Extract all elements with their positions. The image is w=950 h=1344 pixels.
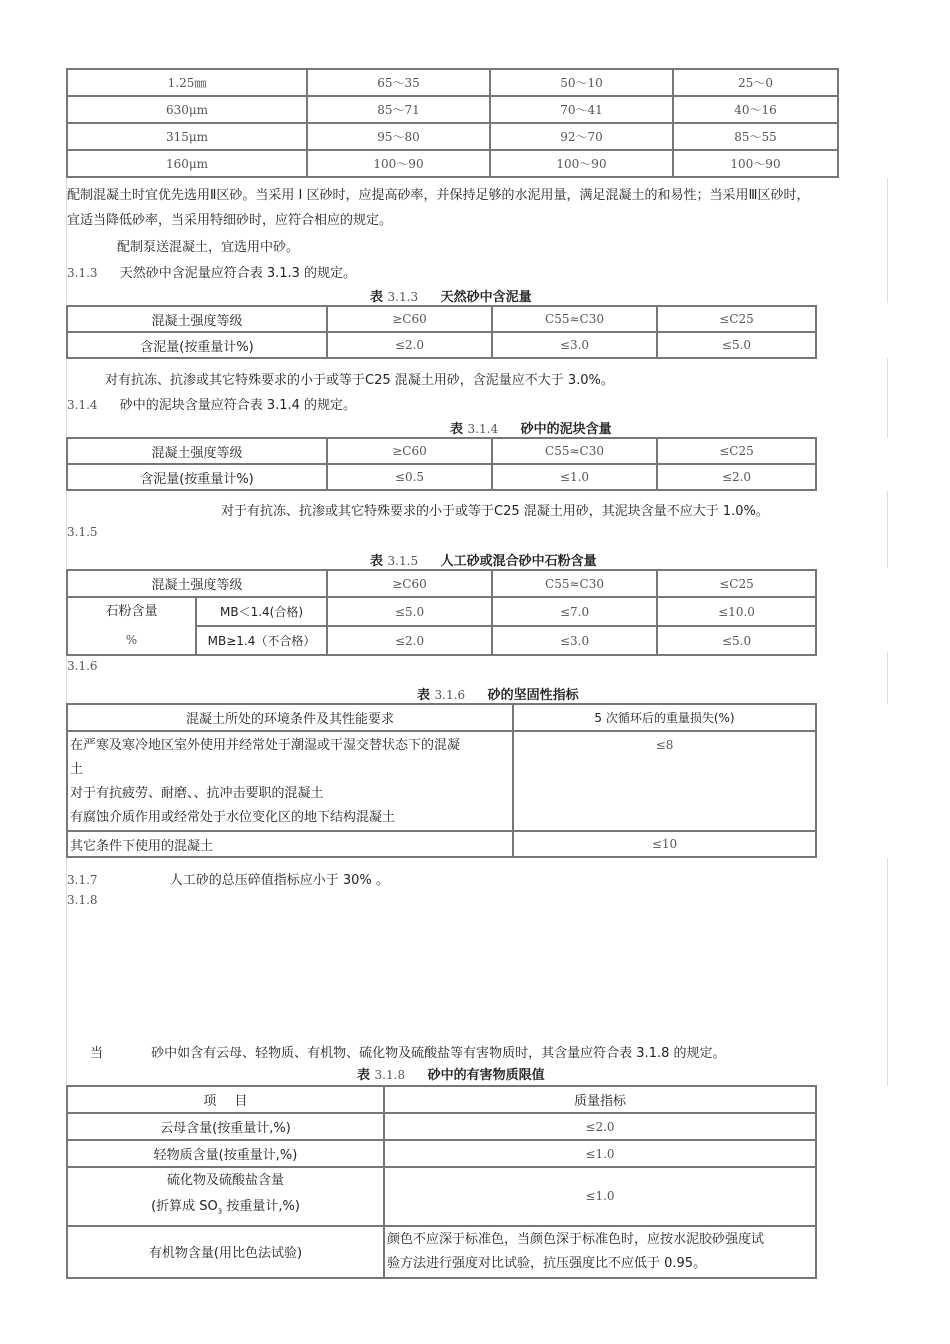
clause-text: 砂中的泥块含量应符合表 3.1.4 的规定。 xyxy=(119,398,357,413)
header-cell: ≥C60 xyxy=(327,306,492,332)
loss-value: ≤8 xyxy=(513,731,816,831)
table-header-row xyxy=(67,704,816,731)
table-row xyxy=(67,1167,816,1226)
clause-text: 天然砂中含泥量应符合表 3.1.3 的规定。 xyxy=(119,266,357,281)
table-number: 3.1.5 xyxy=(387,554,419,568)
item-label: 轻物质含量(按重量计,%) xyxy=(67,1140,384,1167)
table-title-3-1-5 xyxy=(370,550,597,569)
header-cell: 质量指标 xyxy=(384,1086,816,1113)
condition-text: 其它条件下使用的混凝土 xyxy=(67,831,513,857)
clause-text: 人工砂的总压碎值指标应小于 30% 。 xyxy=(169,873,389,888)
sieve-size: 1.25㎜ xyxy=(67,69,307,96)
zone3-value: 25～0 xyxy=(673,69,838,96)
table-title-text: 人工砂或混合砂中石粉含量 xyxy=(440,554,597,569)
clause-3-1-8-number: 3.1.8 xyxy=(67,893,98,907)
clause-3-1-5-number: 3.1.5 xyxy=(67,525,98,539)
clause-3-1-7 xyxy=(67,869,389,888)
table-row xyxy=(67,464,816,490)
table-row xyxy=(67,1113,816,1140)
header-cell: C55≈C30 xyxy=(492,570,657,597)
sulfide-label xyxy=(67,1167,384,1226)
quality-value: ≤1.0 xyxy=(384,1140,816,1167)
row-label: 含泥量(按重量计%) xyxy=(67,332,327,358)
header-cell: C55≈C30 xyxy=(492,438,657,464)
table-cell: ≤5.0 xyxy=(657,626,816,655)
zone3-value: 40～16 xyxy=(673,96,838,123)
quality-value: ≤1.0 xyxy=(384,1167,816,1226)
table-row xyxy=(67,831,816,857)
organic-requirement xyxy=(384,1226,816,1278)
table-cell: ≤5.0 xyxy=(327,597,492,626)
zone3-value: 85～55 xyxy=(673,123,838,150)
table-3-1-3 xyxy=(66,305,817,359)
row-label: 含泥量(按重量计%) xyxy=(67,464,327,490)
table-row xyxy=(67,69,838,96)
table-header-row xyxy=(67,1086,816,1113)
table-cell: ≤7.0 xyxy=(492,597,657,626)
table-cell: ≤1.0 xyxy=(492,464,657,490)
header-cell: 混凝土强度等级 xyxy=(67,306,327,332)
condition-text: 土 xyxy=(70,762,84,777)
table-label: 表 xyxy=(370,290,384,305)
header-cell: ≤C25 xyxy=(657,570,816,597)
zone2-value: 50～10 xyxy=(490,69,673,96)
table-row xyxy=(67,1226,816,1278)
condition-cell xyxy=(67,731,513,831)
item-label: 硫化物及硫酸盐含量 xyxy=(166,1173,284,1188)
quality-value: ≤2.0 xyxy=(384,1113,816,1140)
condition-text: 对于有抗疲劳、耐磨、、抗冲击要职的混凝土 xyxy=(70,786,324,801)
requirement-text: 颜色不应深于标准色，当颜色深于标准色时，应按水泥胶砂强度试 xyxy=(387,1231,765,1247)
table-title-text: 天然砂中含泥量 xyxy=(440,290,532,305)
header-cell: 混凝土强度等级 xyxy=(67,570,327,597)
table-label: 表 xyxy=(357,1068,371,1083)
sieve-size: 160μm xyxy=(67,150,307,177)
table-row xyxy=(67,332,816,358)
header-cell: 混凝土强度等级 xyxy=(67,438,327,464)
group-label: 石粉含量 xyxy=(105,604,158,619)
table-number: 3.1.8 xyxy=(374,1068,406,1082)
paragraph-sand-zone-2: 宜适当降低砂率，当采用特细砂时，应符合相应的规定。 xyxy=(67,213,393,228)
group-unit: % xyxy=(125,633,138,647)
table-label: 表 xyxy=(450,422,464,437)
table-title-3-1-4 xyxy=(450,418,612,437)
paragraph-sand-zone-1: 配制混凝土时宜优先选用Ⅱ区砂。当采用 Ⅰ 区砂时，应提高砂率，并保持足够的水泥用量，满足混凝土的和易性；当采用Ⅲ区砂时， xyxy=(67,188,810,203)
zone2-value: 92～70 xyxy=(490,123,673,150)
header-cell: 混凝土所处的环境条件及其性能要求 xyxy=(67,704,513,731)
clause-number: 3.1.7 xyxy=(67,873,98,887)
text-fragment: (折算成 SO xyxy=(151,1199,218,1214)
table-row xyxy=(67,123,838,150)
paragraph-pump-concrete: 配制泵送混凝土，宜选用中砂。 xyxy=(117,240,300,255)
table-number: 3.1.3 xyxy=(387,290,419,304)
sieve-size: 315μm xyxy=(67,123,307,150)
table-title-text: 砂的坚固性指标 xyxy=(487,688,579,703)
header-cell: ≤C25 xyxy=(657,306,816,332)
table-title-text: 砂中的有害物质限值 xyxy=(427,1068,545,1083)
note-3-1-4: 对于有抗冻、抗渗或其它特殊要求的小于或等于C25 混凝土用砂，其泥块含量不应大于 1.0%。 xyxy=(221,504,769,519)
table-title-3-1-6 xyxy=(417,684,579,703)
table-3-1-5 xyxy=(66,569,817,656)
zone1-value: 95～80 xyxy=(307,123,490,150)
table-3-1-6 xyxy=(66,703,817,858)
table-cell: ≤3.0 xyxy=(492,332,657,358)
zone2-value: 70～41 xyxy=(490,96,673,123)
loss-value: ≤10 xyxy=(513,831,816,857)
zone1-value: 65～35 xyxy=(307,69,490,96)
condition-text: 有腐蚀介质作用或经常处于水位变化区的地下结构混凝土 xyxy=(70,810,396,825)
note-3-1-3: 对有抗冻、抗渗或其它特殊要求的小于或等于C25 混凝土用砂，含泥量应不大于 3.0%。 xyxy=(105,373,614,388)
grading-table xyxy=(66,68,839,178)
mb-condition: MB≥1.4（不合格） xyxy=(196,626,327,655)
table-cell: ≤2.0 xyxy=(327,332,492,358)
header-cell: C55≈C30 xyxy=(492,306,657,332)
zone2-value: 100～90 xyxy=(490,150,673,177)
stone-powder-label xyxy=(67,597,196,655)
table-label: 表 xyxy=(370,554,384,569)
table-row xyxy=(67,1140,816,1167)
table-label: 表 xyxy=(417,688,431,703)
item-label: 有机物含量(用比色法试验) xyxy=(67,1226,384,1278)
clause-text: 砂中如含有云母、轻物质、有机物、硫化物及硫酸盐等有害物质时，其含量应符合表 3.1.8 的规定。 xyxy=(151,1046,726,1061)
clause-3-1-8-text xyxy=(90,1042,726,1061)
clause-3-1-3 xyxy=(67,262,356,281)
zone1-value: 85～71 xyxy=(307,96,490,123)
item-label-line2 xyxy=(68,1194,383,1225)
header-cell: 项 目 xyxy=(67,1086,384,1113)
table-row xyxy=(67,96,838,123)
table-title-3-1-3 xyxy=(370,286,532,305)
table-cell: ≤0.5 xyxy=(327,464,492,490)
sieve-size: 630μm xyxy=(67,96,307,123)
table-number: 3.1.4 xyxy=(467,422,499,436)
table-title-text: 砂中的泥块含量 xyxy=(520,422,612,437)
header-cell: ≥C60 xyxy=(327,438,492,464)
table-3-1-4 xyxy=(66,437,817,491)
table-3-1-8 xyxy=(66,1085,817,1279)
zone3-value: 100～90 xyxy=(673,150,838,177)
clause-3-1-4 xyxy=(67,394,356,413)
clause-number: 3.1.3 xyxy=(67,266,98,280)
table-cell: ≤2.0 xyxy=(327,626,492,655)
clause-3-1-6-number: 3.1.6 xyxy=(67,659,98,673)
requirement-text: 验方法进行强度对比试验，抗压强度比不应低于 0.95。 xyxy=(387,1255,707,1271)
table-cell: ≤3.0 xyxy=(492,626,657,655)
condition-text: 在严寒及寒冷地区室外使用并经常处于潮湿或干湿交替状态下的混凝 xyxy=(70,738,461,753)
table-row xyxy=(67,150,838,177)
table-cell: ≤2.0 xyxy=(657,464,816,490)
clause-lead: 当 xyxy=(90,1046,104,1061)
table-header-row xyxy=(67,438,816,464)
header-cell: ≤C25 xyxy=(657,438,816,464)
text-fragment: 按重量计,%) xyxy=(222,1199,300,1214)
table-row xyxy=(67,731,816,831)
table-cell: ≤5.0 xyxy=(657,332,816,358)
table-cell: ≤10.0 xyxy=(657,597,816,626)
table-title-3-1-8 xyxy=(357,1064,545,1083)
item-label: 云母含量(按重量计,%) xyxy=(67,1113,384,1140)
clause-number: 3.1.4 xyxy=(67,398,98,412)
header-cell: ≥C60 xyxy=(327,570,492,597)
mb-condition: MB＜1.4(合格) xyxy=(196,597,327,626)
header-cell: 5 次循环后的重量损失(%) xyxy=(513,704,816,731)
table-header-row xyxy=(67,306,816,332)
table-number: 3.1.6 xyxy=(434,688,466,702)
table-header-row xyxy=(67,570,816,597)
subscript: 3 xyxy=(217,1207,223,1216)
table-row xyxy=(67,597,816,626)
zone1-value: 100～90 xyxy=(307,150,490,177)
